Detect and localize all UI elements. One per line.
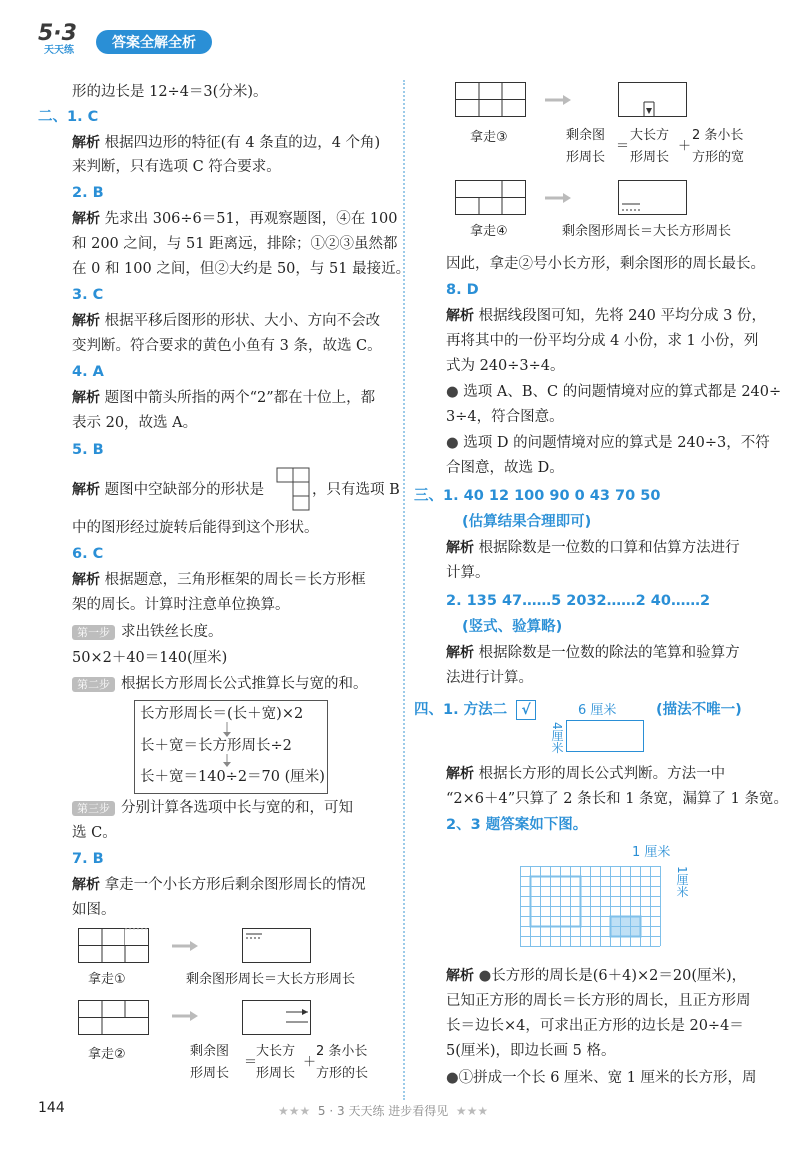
take-label: 拿走④ (470, 224, 508, 239)
result-label: 形周长 (256, 1066, 296, 1081)
step-3: 第三步 分别计算各选项中长与宽的和，可知 (72, 798, 353, 818)
analysis: 解析 根据长方形的周长公式判断。方法一中 (446, 766, 726, 782)
question: 3. C (72, 287, 104, 303)
check-box: √ (516, 700, 536, 720)
analysis: 解析 题图中箭头所指的两个“2”都在十位上，都 (72, 390, 376, 406)
arrow-icon (545, 94, 571, 106)
question: 2. 135 47……5 2032……2 40……2 (446, 593, 711, 609)
result-label: 2 条小长 (316, 1044, 368, 1059)
grid-figure-take-2 (78, 1000, 150, 1036)
arrow-icon (545, 192, 571, 204)
analysis: 解析 根据四边形的特征(有 4 条直的边，4 个角) (72, 135, 381, 151)
result-label: 剩余图形周长＝大长方形周长 (186, 972, 356, 987)
result-label: 剩余图形周长＝大长方形周长 (562, 224, 732, 239)
question: 4. A (72, 364, 104, 380)
header-badge: 答案全解全析 (96, 30, 212, 54)
text-line: 在 0 和 100 之间，但②大约是 50，与 51 最接近。 (72, 261, 411, 277)
text-line: 式为 240÷3÷4。 (446, 358, 565, 374)
arrow-icon (172, 1010, 198, 1022)
text-line: 架的周长。计算时注意单位换算。 (72, 597, 290, 613)
unit-label: 1 厘米 (632, 845, 671, 860)
text-line: 来判断，只有选项 C 符合要求。 (72, 159, 281, 175)
bullet-line: ● 选项 D 的问题情境对应的算式是 240÷3，不符 (446, 435, 770, 451)
eq-sign: ＝ (616, 139, 630, 154)
eq-sign: ＝ (244, 1055, 258, 1070)
result-label: 剩余图 (190, 1044, 230, 1059)
bullet-line: ●①拼成一个长 6 厘米、宽 1 厘米的长方形，周 (446, 1070, 757, 1086)
result-label: 形周长 (190, 1066, 230, 1081)
result-figure-4 (618, 180, 688, 216)
take-label: 拿走① (88, 972, 126, 987)
result-label: 2 条小长 (692, 128, 744, 143)
page-number: 144 (38, 1100, 65, 1116)
answer-rect (566, 720, 644, 752)
question: 6. C (72, 546, 104, 562)
grid-figure-take-3 (455, 82, 527, 118)
column-divider (403, 80, 405, 1100)
calc-line: 50×2＋40＝140(厘米) (72, 650, 228, 666)
analysis: 解析 根据平移后图形的形状、大小、方向不会改 (72, 313, 381, 329)
answer-grid (520, 866, 670, 956)
dim-label: 6 厘米 (578, 703, 617, 718)
gap-shape-figure (276, 467, 310, 511)
section-3-q1: 三、1. 40 12 100 90 0 43 70 50 (414, 488, 661, 504)
take-label: 拿走③ (470, 130, 508, 145)
question: 2、3 题答案如下图。 (446, 817, 588, 833)
text-line: 形的边长是 12÷4＝3(分米)。 (72, 84, 268, 100)
analysis: 解析 根据题意，三角形框架的周长＝长方形框 (72, 572, 366, 588)
analysis: 解析 拿走一个小长方形后剩余图形周长的情况 (72, 877, 366, 893)
text-line: 已知正方形的周长＝长方形的周长，且正方形周 (446, 993, 751, 1009)
result-label: 方形的宽 (692, 150, 745, 165)
result-label: 形周长 (630, 150, 670, 165)
text-line: 合图意，故选 D。 (446, 460, 564, 476)
analysis: 解析 ●长方形的周长是(6＋4)×2＝20(厘米)， (446, 968, 747, 984)
result-figure-2 (242, 1000, 312, 1036)
formula-line: 长＋宽＝长方形周长÷2 (140, 738, 292, 754)
text-line: 表示 20，故选 A。 (72, 415, 198, 431)
text-line: 3÷4，符合图意。 (446, 409, 564, 425)
text-line: 中的图形经过旋转后能得到这个形状。 (72, 520, 319, 536)
grid-figure-take-1 (78, 928, 150, 964)
result-label: 大长方 (630, 128, 670, 143)
text-line: 法进行计算。 (446, 670, 533, 686)
logo (38, 22, 94, 54)
text-line: 因此，拿走②号小长方形，剩余图形的周长最长。 (446, 256, 765, 272)
text-line: “2×6＋4”只算了 2 条长和 1 条宽，漏算了 1 条宽。 (446, 791, 788, 807)
plus-sign: ＋ (303, 1055, 317, 1070)
unit-label: 1厘米 (675, 866, 689, 898)
analysis: 解析 题图中空缺部分的形状是 (72, 482, 265, 498)
question: 8. D (446, 282, 479, 298)
text-line: 选 C。 (72, 825, 117, 841)
text-line: 和 200 之间，与 51 距离远，排除；①②③虽然都 (72, 236, 398, 252)
take-label: 拿走② (88, 1047, 126, 1062)
grid-figure-take-4 (455, 180, 527, 216)
step-1: 第一步 求出铁丝长度。 (72, 622, 223, 642)
bullet-line: ● 选项 A、B、C 的问题情境对应的算式都是 240÷ (446, 384, 782, 400)
text-line: 如图。 (72, 902, 116, 918)
text-line: ，只有选项 B (312, 482, 400, 498)
formula-line: 长＋宽＝140÷2＝70 (厘米) (140, 769, 325, 785)
section-4-q1: 四、1. 方法二 (414, 702, 508, 718)
text-line: 5(厘米)，即边长画 5 格。 (446, 1043, 616, 1059)
analysis: 解析 根据除数是一位数的除法的笔算和验算方 (446, 645, 740, 661)
analysis: 解析 先求出 306÷6＝51，再观察题图，④在 100 (72, 211, 398, 227)
step-2: 第二步 根据长方形周长公式推算长与宽的和。 (72, 674, 368, 694)
text-line: 变判断。符合要求的黄色小鱼有 3 条，故选 C。 (72, 338, 382, 354)
analysis: 解析 根据除数是一位数的口算和估算方法进行 (446, 540, 740, 556)
note: (竖式、验算略) (462, 619, 563, 635)
footer-slogan: ★★★ 5 · 3 天天练 进步看得见 ★★★ (278, 1104, 489, 1118)
formula-line: 长方形周长＝(长＋宽)×2 (140, 706, 304, 722)
dim-label: 4厘米 (550, 722, 564, 754)
result-label: 方形的长 (316, 1066, 369, 1081)
result-label: 大长方 (256, 1044, 296, 1059)
analysis: 解析 根据线段图可知，先将 240 平均分成 3 份， (446, 308, 766, 324)
arrow-icon (172, 940, 198, 952)
note: (描法不唯一) (656, 702, 742, 718)
down-arrows (222, 722, 232, 772)
result-figure-1 (242, 928, 312, 964)
logo-text: 5·3 (38, 21, 77, 46)
question: 二、1. C (38, 109, 99, 125)
question: 2. B (72, 185, 104, 201)
text-line: 再将其中的一份平均分成 4 小份，求 1 小份，列 (446, 333, 759, 349)
logo-sub: 天天练 (44, 45, 74, 56)
result-label: 剩余图 (566, 128, 606, 143)
result-figure-3 (618, 82, 688, 118)
result-label: 形周长 (566, 150, 606, 165)
note: (估算结果合理即可) (462, 514, 592, 530)
question: 7. B (72, 851, 104, 867)
text-line: 长＝边长×4，可求出正方形的边长是 20÷4＝ (446, 1018, 744, 1034)
question: 5. B (72, 442, 104, 458)
plus-sign: ＋ (678, 139, 692, 154)
text-line: 计算。 (446, 565, 490, 581)
square-outline (531, 877, 581, 927)
